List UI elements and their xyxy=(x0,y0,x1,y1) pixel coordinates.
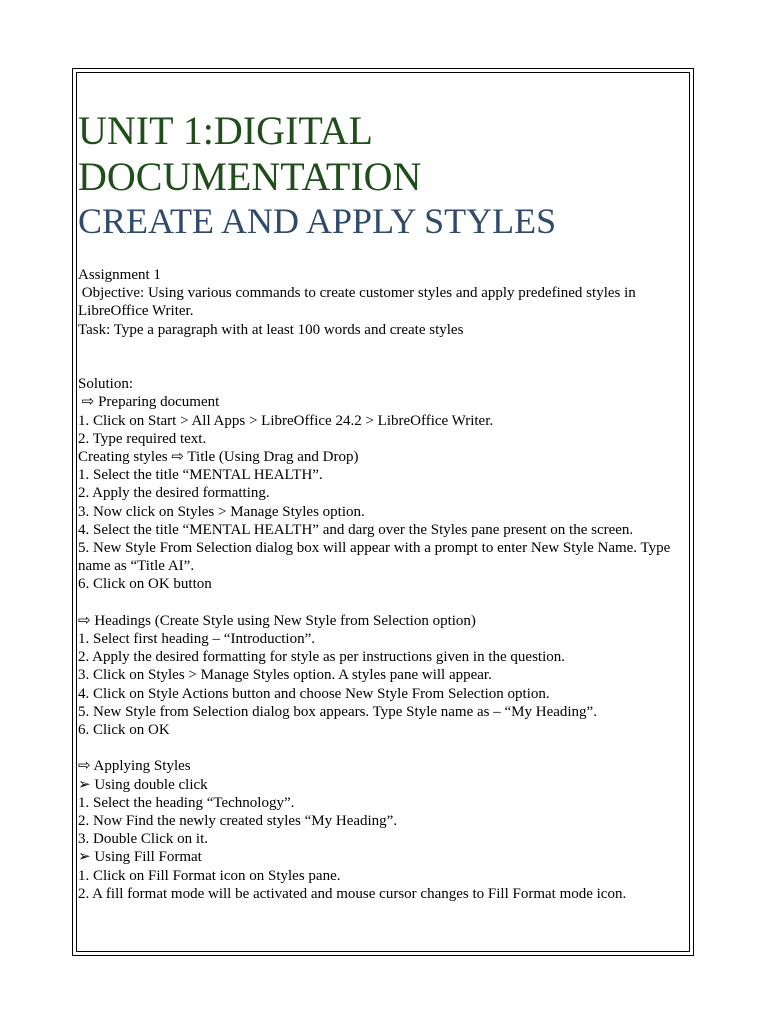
arrow-icon: ⇨ xyxy=(171,449,184,466)
applying-styles-label: Applying Styles xyxy=(93,758,191,775)
list-item: 5. New Style from Selection dialog box appears. Type Style name as – “My Heading”. xyxy=(78,703,597,720)
list-item: 3. Double Click on it. xyxy=(78,831,208,848)
list-item: 1. Click on Start > All Apps > LibreOffice 24.2 > LibreOffice Writer. xyxy=(78,412,494,429)
arrow-icon: ⇨ xyxy=(81,394,95,411)
document-content xyxy=(78,108,690,903)
creating-styles-prefix: Creating styles xyxy=(78,449,172,466)
list-item: 5. New Style From Selection dialog box will appear with a prompt to enter New Style Name. Type name as “Title AI”. xyxy=(78,540,671,575)
spacer xyxy=(78,339,690,375)
task-text: Task: Type a paragraph with at least 100 words and create styles xyxy=(78,321,464,338)
list-item: 6. Click on OK button xyxy=(78,576,212,593)
preparing-document-line xyxy=(78,393,690,411)
bullet-icon: ➢ xyxy=(78,776,91,793)
solution-label: Solution: xyxy=(78,376,134,393)
headings-label: Headings (Create Style using New Style from Selection option) xyxy=(94,612,476,629)
assignment-label: Assignment 1 xyxy=(78,267,161,283)
unit-title xyxy=(78,108,690,200)
unit-title-line1: UNIT 1:DIGITAL xyxy=(78,108,373,153)
list-item: 1. Select the heading “Technology”. xyxy=(78,794,295,811)
list-item: 3. Now click on Styles > Manage Styles option. xyxy=(78,503,365,520)
creating-styles-suffix: Title (Using Drag and Drop) xyxy=(183,449,359,466)
bullet-icon: ➢ xyxy=(78,849,91,866)
fill-format-label: Using Fill Format xyxy=(94,849,202,866)
preparing-document-label: Preparing document xyxy=(98,394,220,411)
list-item: 1. Select first heading – “Introduction”. xyxy=(78,631,316,648)
unit-title-line2: DOCUMENTATION xyxy=(78,154,422,199)
list-item: 1. Select the title “MENTAL HEALTH”. xyxy=(78,467,323,484)
fill-format-line xyxy=(78,848,690,866)
spacer xyxy=(78,739,690,757)
headings-line xyxy=(78,612,690,630)
objective-text: Objective: Using various commands to create customer styles and apply predefined styles in LibreOffice Writer. xyxy=(78,285,640,320)
double-click-label: Using double click xyxy=(94,776,208,793)
spacer xyxy=(78,594,690,612)
applying-styles-line xyxy=(78,757,690,775)
list-item: 4. Select the title “MENTAL HEALTH” and darg over the Styles pane present on the screen. xyxy=(78,521,634,538)
list-item: 2. Apply the desired formatting for style as per instructions given in the question. xyxy=(78,649,565,666)
list-item: 2. Apply the desired formatting. xyxy=(78,485,270,502)
section-subtitle: CREATE AND APPLY STYLES xyxy=(78,201,557,241)
arrow-icon: ⇨ xyxy=(78,612,91,629)
list-item: 3. Click on Styles > Manage Styles option. A styles pane will appear. xyxy=(78,667,492,684)
list-item: 6. Click on OK xyxy=(78,722,170,739)
double-click-line xyxy=(78,776,690,794)
list-item: 2. A fill format mode will be activated and mouse cursor changes to Fill Format mode icon. xyxy=(78,885,627,902)
list-item: 2. Type required text. xyxy=(78,430,207,447)
arrow-icon: ⇨ xyxy=(78,758,91,775)
creating-styles-line xyxy=(78,448,690,466)
list-item: 4. Click on Style Actions button and choose New Style From Selection option. xyxy=(78,685,550,702)
list-item: 1. Click on Fill Format icon on Styles pane. xyxy=(78,867,341,884)
list-item: 2. Now Find the newly created styles “My Heading”. xyxy=(78,813,398,830)
